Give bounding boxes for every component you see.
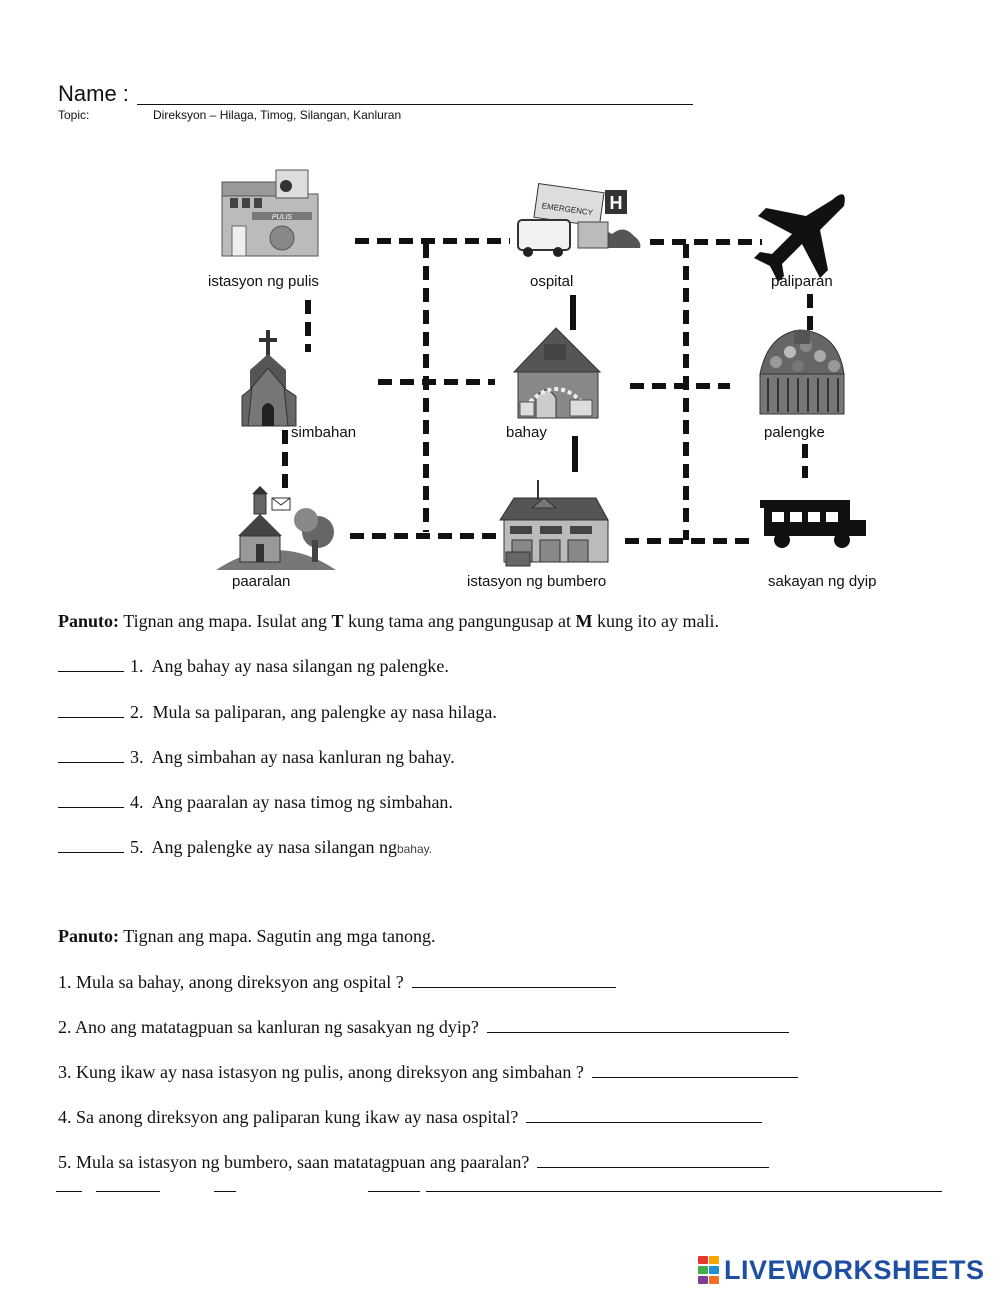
- item-number: 2.: [130, 702, 144, 722]
- answer-line-2[interactable]: [487, 1016, 789, 1033]
- item-text: Ang simbahan ay nasa kanluran ng bahay.: [151, 747, 455, 767]
- part1-item: [58, 836, 432, 858]
- fire-station-icon: [500, 480, 608, 566]
- part1-M: M: [575, 611, 593, 631]
- label-jeepney-terminal: sakayan ng dyip: [768, 573, 877, 590]
- police-station-icon: [222, 170, 318, 256]
- label-police-station: istasyon ng pulis: [208, 273, 319, 290]
- footer-line: [56, 1191, 82, 1192]
- item-number: 4.: [130, 792, 144, 812]
- label-hospital: ospital: [530, 273, 574, 290]
- question-text: 3. Kung ikaw ay nasa istasyon ng pulis, anong direksyon ang simbahan ?: [58, 1062, 584, 1082]
- part1-instructions: [58, 611, 719, 632]
- name-label: Name :: [58, 81, 129, 106]
- jeepney-icon: [760, 500, 866, 548]
- part2-question: [58, 1061, 798, 1083]
- part2-question: [58, 971, 616, 993]
- answer-line-1[interactable]: [412, 971, 616, 988]
- answer-line-3[interactable]: [592, 1061, 798, 1078]
- item-number: 5.: [130, 837, 144, 857]
- label-church: simbahan: [291, 424, 357, 441]
- house-icon: [514, 328, 600, 418]
- svg-text:H: H: [609, 193, 623, 213]
- footer-line: [426, 1191, 942, 1192]
- label-market: palengke: [764, 424, 825, 441]
- item-number: 3.: [130, 747, 144, 767]
- question-text: 4. Sa anong direksyon ang paliparan kung ikaw ay nasa ospital?: [58, 1107, 519, 1127]
- item-text-tail: bahay.: [396, 842, 433, 856]
- label-school: paaralan: [232, 573, 291, 590]
- footer-line: [214, 1191, 236, 1192]
- answer-blank-2[interactable]: [58, 701, 124, 718]
- part1-text-b: kung tama ang pangungusap at: [348, 611, 571, 631]
- label-airport: paliparan: [771, 273, 833, 290]
- item-text: Ang paaralan ay nasa timog ng simbahan.: [151, 792, 453, 812]
- church-icon: [242, 330, 296, 426]
- topic-value: Direksyon – Hilaga, Timog, Silangan, Kanluran: [153, 108, 402, 122]
- footer-line: [96, 1191, 160, 1192]
- label-fire-station: istasyon ng bumbero: [467, 573, 607, 590]
- part2-question: [58, 1016, 789, 1038]
- liveworksheets-logo-icon: [698, 1256, 720, 1284]
- part1-item: [58, 701, 497, 723]
- answer-blank-5[interactable]: [58, 836, 124, 853]
- liveworksheets-logo[interactable]: [698, 1253, 985, 1287]
- topic-label: Topic:: [58, 108, 90, 122]
- part2-instructions: [58, 926, 436, 947]
- answer-blank-3[interactable]: [58, 746, 124, 763]
- answer-blank-1[interactable]: [58, 655, 124, 672]
- part2-label: Panuto:: [58, 926, 120, 946]
- part1-text-a: Tignan ang mapa. Isulat ang: [123, 611, 328, 631]
- item-text: Ang bahay ay nasa silangan ng palengke.: [151, 656, 449, 676]
- direction-map: [0, 0, 1000, 600]
- part1-T: T: [331, 611, 344, 631]
- question-text: 5. Mula sa istasyon ng bumbero, saan matatagpuan ang paaralan?: [58, 1152, 530, 1172]
- answer-blank-4[interactable]: [58, 791, 124, 808]
- svg-text:PULIS: PULIS: [271, 214, 293, 221]
- part1-text-c: kung ito ay mali.: [596, 611, 719, 631]
- item-text: Ang palengke ay nasa silangan ng: [151, 837, 397, 857]
- market-icon: [760, 330, 844, 414]
- question-text: 2. Ano ang matatagpuan sa kanluran ng sasakyan ng dyip?: [58, 1017, 479, 1037]
- answer-line-4[interactable]: [526, 1106, 762, 1123]
- liveworksheets-logo-text: LIVEWORKSHEETS: [724, 1254, 985, 1285]
- school-icon: [216, 486, 336, 570]
- label-house: bahay: [506, 424, 547, 441]
- item-text: Mula sa paliparan, ang palengke ay nasa hilaga.: [152, 702, 497, 722]
- part1-label: Panuto:: [58, 611, 120, 631]
- hospital-icon: [518, 184, 640, 257]
- part2-question: [58, 1151, 769, 1173]
- answer-line-5[interactable]: [537, 1151, 769, 1168]
- item-number: 1.: [130, 656, 144, 676]
- part1-item: [58, 655, 449, 677]
- part2-question: [58, 1106, 762, 1128]
- question-text: 1. Mula sa bahay, anong direksyon ang ospital ?: [58, 972, 404, 992]
- airplane-icon: [754, 194, 845, 282]
- part2-text: Tignan ang mapa. Sagutin ang mga tanong.: [123, 926, 436, 946]
- footer-line: [368, 1191, 420, 1192]
- svg-text:EMERGENCY: EMERGENCY: [541, 201, 594, 218]
- part1-item: [58, 791, 453, 813]
- part1-item: [58, 746, 455, 768]
